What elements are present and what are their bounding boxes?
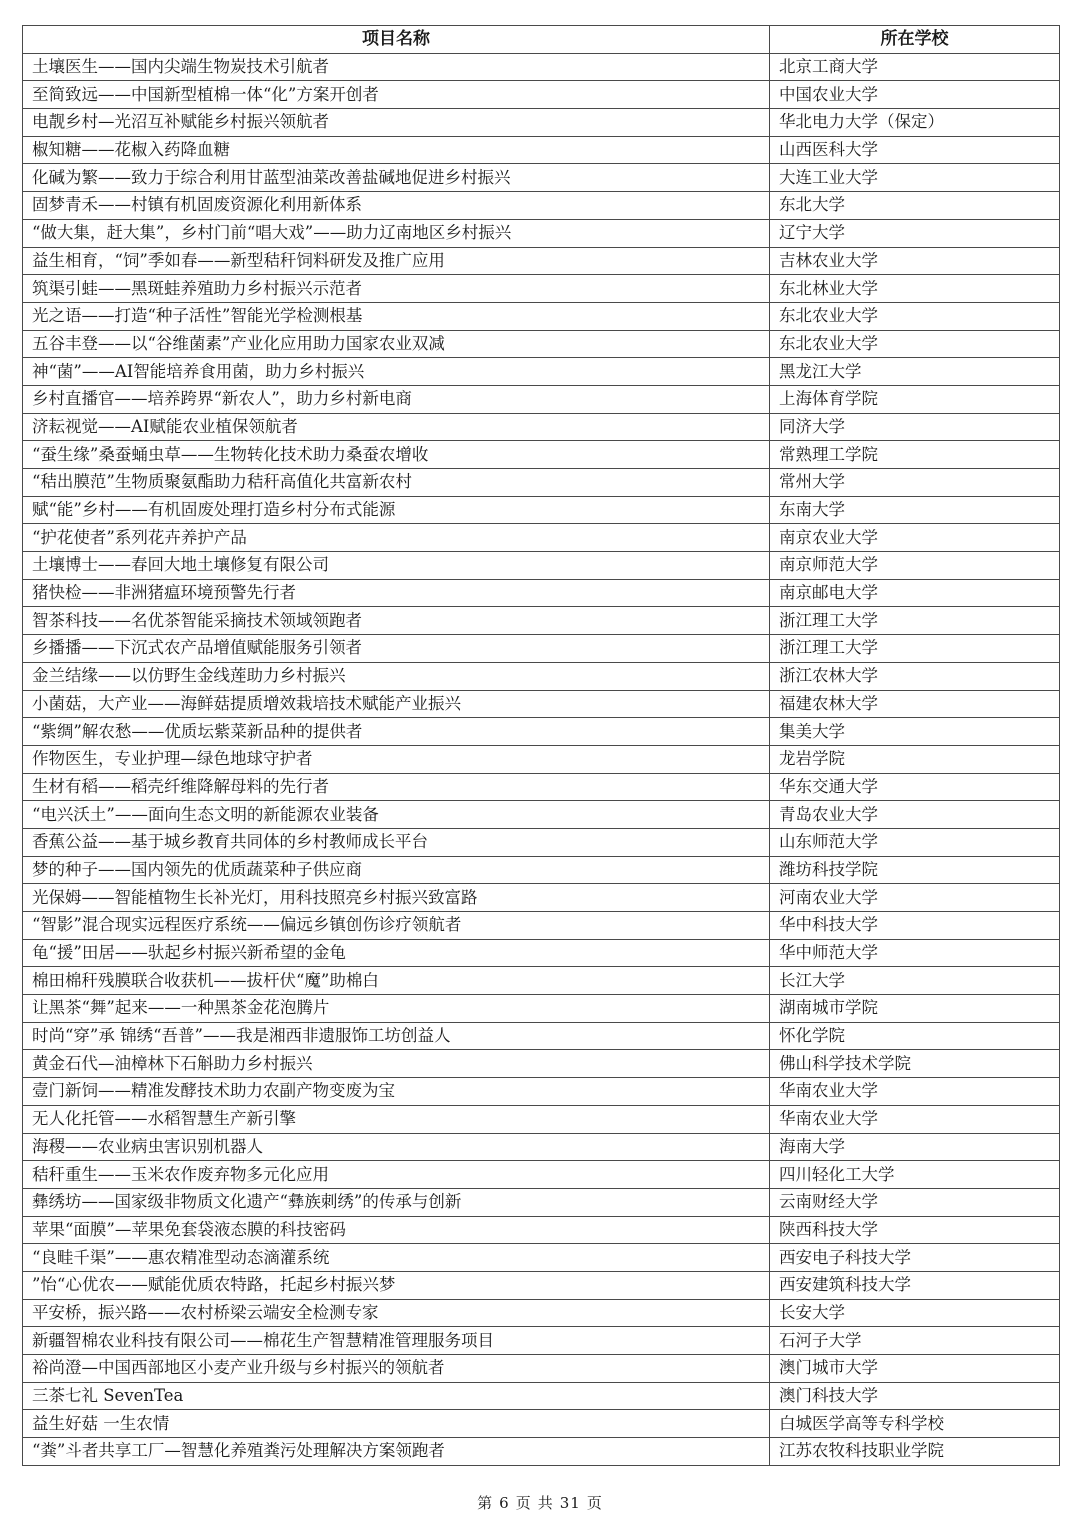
school-cell: 陕西科技大学 xyxy=(770,1216,1060,1244)
project-name-cell: 乡村直播官——培养跨界“新农人”，助力乡村新电商 xyxy=(23,385,770,413)
school-cell: 佛山科学技术学院 xyxy=(770,1050,1060,1078)
table-row xyxy=(23,828,1060,856)
school-cell: 西安电子科技大学 xyxy=(770,1244,1060,1272)
table-row xyxy=(23,385,1060,413)
project-name-cell: “电兴沃土”——面向生态文明的新能源农业装备 xyxy=(23,801,770,829)
project-name-cell: 作物医生，专业护理—绿色地球守护者 xyxy=(23,745,770,773)
school-cell: 浙江理工大学 xyxy=(770,607,1060,635)
school-cell: 河南农业大学 xyxy=(770,884,1060,912)
school-cell: 华南农业大学 xyxy=(770,1078,1060,1106)
project-name-cell: 小菌菇，大产业——海鲜菇提质增效栽培技术赋能产业振兴 xyxy=(23,690,770,718)
project-name-cell: 海稷——农业病虫害识别机器人 xyxy=(23,1133,770,1161)
school-cell: 东南大学 xyxy=(770,496,1060,524)
footer-total-pages: 31 xyxy=(559,1494,581,1512)
table-row xyxy=(23,441,1060,469)
school-cell: 石河子大学 xyxy=(770,1327,1060,1355)
project-name-cell: 济耘视觉——AI赋能农业植保领航者 xyxy=(23,413,770,441)
project-name-cell: 苹果“面膜”—苹果免套袋液态膜的科技密码 xyxy=(23,1216,770,1244)
project-name-cell: 智茶科技——名优茶智能采摘技术领域领跑者 xyxy=(23,607,770,635)
school-cell: 东北林业大学 xyxy=(770,275,1060,303)
project-name-cell: “良畦千渠”——惠农精准型动态滴灌系统 xyxy=(23,1244,770,1272)
school-cell: 北京工商大学 xyxy=(770,53,1060,81)
table-row xyxy=(23,1244,1060,1272)
project-name-cell: 黄金石代—油樟林下石斛助力乡村振兴 xyxy=(23,1050,770,1078)
table-header-row xyxy=(23,26,1060,54)
project-name-cell: 彝绣坊——国家级非物质文化遗产“彝族刺绣”的传承与创新 xyxy=(23,1188,770,1216)
table-row xyxy=(23,192,1060,220)
school-cell: 怀化学院 xyxy=(770,1022,1060,1050)
table-row xyxy=(23,745,1060,773)
table-row xyxy=(23,53,1060,81)
table-row xyxy=(23,524,1060,552)
school-cell: 东北大学 xyxy=(770,192,1060,220)
school-cell: 南京农业大学 xyxy=(770,524,1060,552)
table-row xyxy=(23,275,1060,303)
school-cell: 华北电力大学（保定） xyxy=(770,109,1060,137)
project-name-cell: 益生相育，“饲”季如春——新型秸秆饲料研发及推广应用 xyxy=(23,247,770,275)
project-name-cell: 金兰结缘——以仿野生金线莲助力乡村振兴 xyxy=(23,662,770,690)
table-row xyxy=(23,579,1060,607)
school-cell: 南京师范大学 xyxy=(770,552,1060,580)
school-cell: 云南财经大学 xyxy=(770,1188,1060,1216)
school-cell: 华东交通大学 xyxy=(770,773,1060,801)
footer-suffix: 页 xyxy=(586,1494,603,1512)
footer-total-word: 共 xyxy=(537,1494,554,1512)
footer-page-word: 页 xyxy=(515,1494,532,1512)
project-name-cell: 香蕉公益——基于城乡教育共同体的乡村教师成长平台 xyxy=(23,828,770,856)
table-row xyxy=(23,801,1060,829)
table-row xyxy=(23,1299,1060,1327)
table-row xyxy=(23,81,1060,109)
table-row xyxy=(23,635,1060,663)
school-cell: 华南农业大学 xyxy=(770,1105,1060,1133)
project-name-cell: “紫绸”解农愁——优质坛紫菜新品种的提供者 xyxy=(23,718,770,746)
school-cell: 山西医科大学 xyxy=(770,136,1060,164)
table-row xyxy=(23,1216,1060,1244)
project-name-cell: 无人化托管——水稻智慧生产新引擎 xyxy=(23,1105,770,1133)
project-name-cell: 化碱为繁——致力于综合利用甘蓝型油菜改善盐碱地促进乡村振兴 xyxy=(23,164,770,192)
project-name-cell: 筑渠引蛙——黑斑蛙养殖助力乡村振兴示范者 xyxy=(23,275,770,303)
project-name-cell: 棉田棉秆残膜联合收获机——拔杆伏“魔”助棉白 xyxy=(23,967,770,995)
table-row xyxy=(23,358,1060,386)
table-row xyxy=(23,856,1060,884)
project-name-cell: 神“菌”——AI智能培养食用菌，助力乡村振兴 xyxy=(23,358,770,386)
school-cell: 长江大学 xyxy=(770,967,1060,995)
project-name-cell: 乡播播——下沉式农产品增值赋能服务引领者 xyxy=(23,635,770,663)
project-name-cell: 益生好菇 一生农情 xyxy=(23,1410,770,1438)
table-row xyxy=(23,1410,1060,1438)
school-cell: 山东师范大学 xyxy=(770,828,1060,856)
project-name-cell: 光之语——打造“种子活性”智能光学检测根基 xyxy=(23,302,770,330)
table-row xyxy=(23,1078,1060,1106)
project-name-cell: 时尚“穿”承 锦绣“吾普”——我是湘西非遗服饰工坊创益人 xyxy=(23,1022,770,1050)
project-name-cell: 电靓乡村—光沼互补赋能乡村振兴领航者 xyxy=(23,109,770,137)
table-row xyxy=(23,1327,1060,1355)
school-cell: 浙江理工大学 xyxy=(770,635,1060,663)
project-name-cell: “护花使者”系列花卉养护产品 xyxy=(23,524,770,552)
table-row xyxy=(23,302,1060,330)
table-row xyxy=(23,552,1060,580)
project-name-cell: 新疆智棉农业科技有限公司——棉花生产智慧精准管理服务项目 xyxy=(23,1327,770,1355)
project-table xyxy=(22,25,1060,1466)
table-row xyxy=(23,1133,1060,1161)
school-cell: 湖南城市学院 xyxy=(770,995,1060,1023)
school-cell: 大连工业大学 xyxy=(770,164,1060,192)
project-name-cell: “蚕生缘”桑蚕蛹虫草——生物转化技术助力桑蚕农增收 xyxy=(23,441,770,469)
school-cell: 浙江农林大学 xyxy=(770,662,1060,690)
project-name-cell: “粪”斗者共享工厂—智慧化养殖粪污处理解决方案领跑者 xyxy=(23,1438,770,1466)
project-name-cell: 裕尚澄—中国西部地区小麦产业升级与乡村振兴的领航者 xyxy=(23,1355,770,1383)
footer-current-page: 6 xyxy=(499,1494,510,1512)
table-row xyxy=(23,496,1060,524)
school-cell: 东北农业大学 xyxy=(770,302,1060,330)
table-row xyxy=(23,884,1060,912)
table-row xyxy=(23,662,1060,690)
project-name-cell: 三茶七礼 SevenTea xyxy=(23,1382,770,1410)
project-name-cell: 土壤医生——国内尖端生物炭技术引航者 xyxy=(23,53,770,81)
table-row xyxy=(23,1355,1060,1383)
school-cell: 江苏农牧科技职业学院 xyxy=(770,1438,1060,1466)
table-row xyxy=(23,469,1060,497)
table-row xyxy=(23,1271,1060,1299)
school-cell: 同济大学 xyxy=(770,413,1060,441)
school-cell: 长安大学 xyxy=(770,1299,1060,1327)
project-name-cell: 至简致远——中国新型植棉一体“化”方案开创者 xyxy=(23,81,770,109)
school-cell: 集美大学 xyxy=(770,718,1060,746)
school-cell: 福建农林大学 xyxy=(770,690,1060,718)
school-cell: 上海体育学院 xyxy=(770,385,1060,413)
table-row xyxy=(23,413,1060,441)
school-cell: 龙岩学院 xyxy=(770,745,1060,773)
table-row xyxy=(23,607,1060,635)
table-row xyxy=(23,939,1060,967)
table-row xyxy=(23,967,1060,995)
project-name-cell: “智影”混合现实远程医疗系统——偏远乡镇创伤诊疗领航者 xyxy=(23,912,770,940)
school-cell: 南京邮电大学 xyxy=(770,579,1060,607)
school-cell: 华中科技大学 xyxy=(770,912,1060,940)
project-name-cell: 平安桥，振兴路——农村桥梁云端安全检测专家 xyxy=(23,1299,770,1327)
project-name-cell: 壹门新饲——精准发酵技术助力农副产物变废为宝 xyxy=(23,1078,770,1106)
project-name-cell: 椒知糖——花椒入药降血糖 xyxy=(23,136,770,164)
project-name-cell: “秸出膜范”生物质聚氨酯助力秸秆高值化共富新农村 xyxy=(23,469,770,497)
school-cell: 中国农业大学 xyxy=(770,81,1060,109)
table-row xyxy=(23,136,1060,164)
table-row xyxy=(23,109,1060,137)
table-row xyxy=(23,1050,1060,1078)
project-name-cell: 土壤博士——春回大地土壤修复有限公司 xyxy=(23,552,770,580)
project-name-cell: 赋“能”乡村——有机固废处理打造乡村分布式能源 xyxy=(23,496,770,524)
project-name-cell: 光保姆——智能植物生长补光灯，用科技照亮乡村振兴致富路 xyxy=(23,884,770,912)
table-row xyxy=(23,1438,1060,1466)
school-cell: 华中师范大学 xyxy=(770,939,1060,967)
project-name-cell: 猪快检——非洲猪瘟环境预警先行者 xyxy=(23,579,770,607)
table-row xyxy=(23,164,1060,192)
school-cell: 澳门城市大学 xyxy=(770,1355,1060,1383)
table-row xyxy=(23,330,1060,358)
table-row xyxy=(23,1188,1060,1216)
school-cell: 黑龙江大学 xyxy=(770,358,1060,386)
project-name-cell: 五谷丰登——以“谷维菌素”产业化应用助力国家农业双减 xyxy=(23,330,770,358)
table-row xyxy=(23,690,1060,718)
table-row xyxy=(23,247,1060,275)
table-row xyxy=(23,1161,1060,1189)
table-row xyxy=(23,995,1060,1023)
table-row xyxy=(23,773,1060,801)
school-cell: 海南大学 xyxy=(770,1133,1060,1161)
project-name-cell: 梦的种子——国内领先的优质蔬菜种子供应商 xyxy=(23,856,770,884)
table-body xyxy=(23,53,1060,1465)
school-cell: 吉林农业大学 xyxy=(770,247,1060,275)
project-name-cell: 固梦青禾——村镇有机固废资源化利用新体系 xyxy=(23,192,770,220)
school-cell: 青岛农业大学 xyxy=(770,801,1060,829)
school-cell: 澳门科技大学 xyxy=(770,1382,1060,1410)
school-cell: 西安建筑科技大学 xyxy=(770,1271,1060,1299)
table-row xyxy=(23,912,1060,940)
project-name-cell: 龟“援”田居——驮起乡村振兴新希望的金龟 xyxy=(23,939,770,967)
page-footer xyxy=(0,1492,1080,1513)
school-cell: 辽宁大学 xyxy=(770,219,1060,247)
table-row xyxy=(23,1105,1060,1133)
project-name-cell: 生材有稻——稻壳纤维降解母料的先行者 xyxy=(23,773,770,801)
table-row xyxy=(23,1022,1060,1050)
project-name-cell: 让黑茶“舞”起来——一种黑茶金花泡腾片 xyxy=(23,995,770,1023)
school-cell: 白城医学高等专科学校 xyxy=(770,1410,1060,1438)
project-name-cell: 秸秆重生——玉米农作废弃物多元化应用 xyxy=(23,1161,770,1189)
project-name-cell: ”怡“心优农——赋能优质农特路，托起乡村振兴梦 xyxy=(23,1271,770,1299)
table-row xyxy=(23,718,1060,746)
table-row xyxy=(23,219,1060,247)
school-cell: 潍坊科技学院 xyxy=(770,856,1060,884)
table-row xyxy=(23,1382,1060,1410)
footer-prefix: 第 xyxy=(477,1494,494,1512)
school-cell: 常熟理工学院 xyxy=(770,441,1060,469)
school-cell: 常州大学 xyxy=(770,469,1060,497)
school-cell: 东北农业大学 xyxy=(770,330,1060,358)
project-name-cell: “做大集，赶大集”，乡村门前“唱大戏”——助力辽南地区乡村振兴 xyxy=(23,219,770,247)
school-cell: 四川轻化工大学 xyxy=(770,1161,1060,1189)
header-project-name: 项目名称 xyxy=(23,26,770,54)
header-school: 所在学校 xyxy=(770,26,1060,54)
